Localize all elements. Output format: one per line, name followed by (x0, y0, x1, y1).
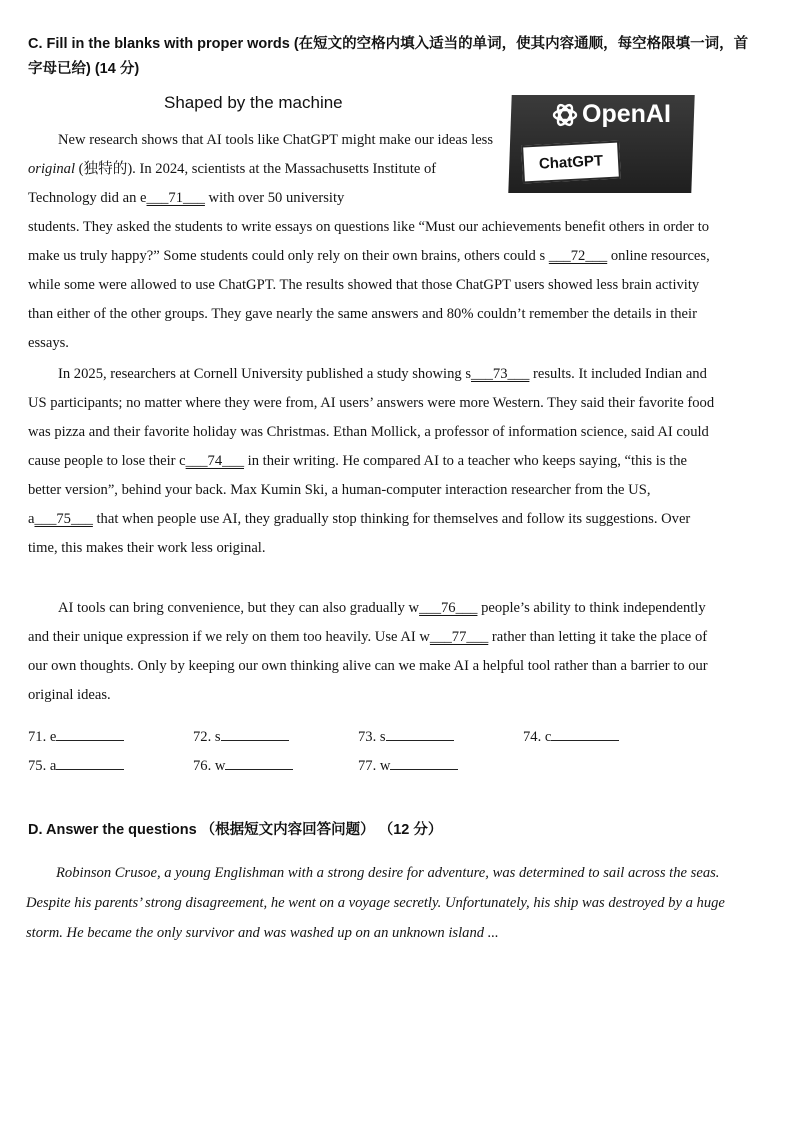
paragraph-1-continued (28, 213, 718, 358)
answer-77[interactable] (358, 752, 523, 781)
answer-72-label: 72. s (193, 729, 221, 745)
blank-74: ___74___ (185, 453, 245, 469)
blank-76: ___76___ (419, 600, 478, 616)
article-title: Shaped by the machine (164, 93, 343, 112)
p3-text-c: rather than letting it take the place of our own thoughts. Only by keeping our own thinking alive can we make AI a helpful tool rather than a barrier to our original ideas. (28, 629, 708, 703)
p2-text-c: in their writing. He compared AI to a teacher who keeps saying, “this is the better version”, behind your back. Max Kumin Ski, a human-computer interaction researcher from the US, a (28, 453, 687, 527)
p2-text-a: In 2025, researchers at Cornell University published a study showing s (58, 366, 472, 382)
answer-71-label: 71. e (28, 729, 57, 745)
p3-text-a: AI tools can bring convenience, but they can also gradually w (58, 600, 420, 616)
p1-italic-word: original (28, 161, 76, 177)
openai-logo (552, 100, 671, 129)
openai-knot-icon (552, 102, 578, 128)
answer-72-line[interactable] (221, 726, 289, 741)
answer-74-label: 74. c (523, 729, 552, 745)
openai-logo-text: OpenAI (582, 100, 671, 128)
answer-77-label: 77. w (358, 758, 391, 774)
answer-71-line[interactable] (56, 726, 124, 741)
answer-71[interactable] (28, 723, 193, 752)
answer-74-line[interactable] (551, 726, 619, 741)
answer-72[interactable] (193, 723, 358, 752)
answer-76[interactable] (193, 752, 358, 781)
p1-text-e: online resources, while some were allowed to use ChatGPT. The results showed that those ChatGPT users showed less brain activity than either of the other groups. They gave nearly the same answers and 80% couldn’t remember the details in their essays. (28, 248, 710, 351)
p1-text-d: students. They asked the students to write essays on questions like “Must our achievements benefit others in order to make us truly happy?” Some students could only rely on their own brains, others could s (28, 219, 710, 264)
answer-73-label: 73. s (358, 729, 386, 745)
blank-77: ___77___ (429, 629, 489, 645)
p1-text-a: New research shows that AI tools like ChatGPT might make our ideas less (58, 132, 494, 148)
answer-76-label: 76. w (193, 758, 226, 774)
p1-text-c: with over 50 university (204, 190, 345, 206)
answer-row-1 (28, 723, 728, 752)
blank-73: ___73___ (471, 366, 530, 382)
paragraph-1 (28, 126, 498, 213)
section-d-heading: D. Answer the questions （根据短文内容回答问题） （12 分） (28, 822, 443, 838)
section-c-heading: C. Fill in the blanks with proper words (在短文的空格内填入适当的单词，使其内容通顺，每空格限填一词，首字母已给) (14 分) (28, 36, 749, 77)
paragraph-2 (28, 360, 718, 563)
paragraph-3 (28, 594, 718, 710)
answer-75-label: 75. a (28, 758, 57, 774)
chatgpt-label: ChatGPT (521, 140, 621, 183)
blank-72: ___72___ (548, 248, 608, 264)
answer-73-line[interactable] (386, 726, 454, 741)
answer-74[interactable] (523, 723, 688, 752)
answer-73[interactable] (358, 723, 523, 752)
section-d-passage: Robinson Crusoe, a young Englishman with a strong desire for adventure, was determined to sail across the seas. Despite his parents’ strong disagreement, he went on a voyage secretly. Unfortunately, his ship was destroyed by a huge storm. He became the only survivor and was washed up on an unknown island ... (26, 865, 725, 941)
p2-text-b: results. It included Indian and US participants; no matter where they were from, AI users’ answers were more Western. They said their favorite food was pizza and their favorite holiday was Christmas. Ethan Mollick, a professor of information science, said AI could cause people to lose their c (28, 366, 715, 469)
p2-text-d: that when people use AI, they gradually stop thinking for themselves and follow its suggestions. Over time, this makes their work less original. (28, 511, 691, 556)
p1-text-b: (独特的). In 2024, scientists at the Massachusetts Institute of Technology did an e (28, 161, 437, 206)
answer-75[interactable] (28, 752, 193, 781)
answer-77-line[interactable] (390, 755, 458, 770)
blank-75: ___75___ (34, 511, 93, 527)
answer-76-line[interactable] (225, 755, 293, 770)
p3-text-b: people’s ability to think independently and their unique expression if we rely on them too heavily. Use AI w (28, 600, 706, 645)
answer-75-line[interactable] (56, 755, 124, 770)
answer-row-2 (28, 752, 728, 781)
answer-lines (28, 723, 728, 781)
blank-71: ___71___ (146, 190, 205, 206)
